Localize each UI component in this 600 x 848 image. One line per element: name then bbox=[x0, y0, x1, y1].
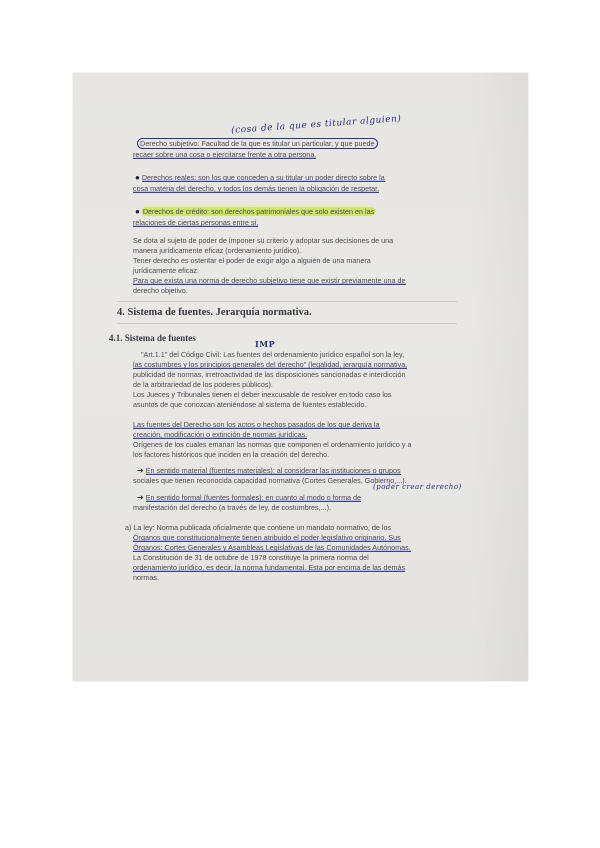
text-line: normas. bbox=[133, 573, 159, 582]
text-line: La Constitución de 31 de octubre de 1978 constituye la primera norma del bbox=[133, 553, 369, 562]
bullet-line: ● Derechos de crédito: son derechos patrimoniales que solo existen en las bbox=[135, 207, 375, 216]
handwritten-note-poder: (poder crear derecho) bbox=[373, 483, 462, 491]
text-line: a) La ley: Norma publicada oficialmente que contiene un mandato normativo, de los bbox=[125, 523, 392, 532]
text-line: Orígenes de los cuales emanan las normas que componen el ordenamiento jurídico y a bbox=[133, 440, 412, 449]
text-line: Derecho subjetivo: Facultad de la que es titular un particular, y que puede bbox=[137, 139, 378, 148]
bullet-line: ● Derechos reales: son los que conceden a su titular un poder directo sobre la bbox=[135, 173, 385, 182]
text-line: jurídicamente eficaz. bbox=[133, 266, 199, 275]
text-line: sociales que tienen reconocida capacidad normativa (Cortes Generales, Gobierno,...). bbox=[133, 476, 407, 485]
page-shadow bbox=[468, 73, 528, 681]
handwritten-imp: IMP bbox=[255, 339, 276, 349]
bullet-icon: ● bbox=[135, 173, 140, 182]
text-line: "Art.1.1" del Código Civil: Las fuentes del ordenamiento jurídico español son la ley, bbox=[141, 350, 405, 359]
subsection-title: 4.1. Sistema de fuentes bbox=[109, 333, 196, 343]
arrow-line: ➔ En sentido material (fuentes materiales): al considerar las instituciones o grupos bbox=[137, 466, 401, 475]
text-line: Los Jueces y Tribunales tienen el deber inexcusable de resolver en todo caso los bbox=[133, 390, 392, 399]
text-line: manera jurídicamente eficaz (ordenamiento jurídico). bbox=[133, 246, 302, 255]
divider bbox=[117, 323, 457, 324]
text-line: asuntos de que conozcan ateniéndose al sistema de fuentes establecido. bbox=[133, 400, 367, 409]
text-line: Se dota al sujeto de poder de imponer su criterio y adoptar sus decisiones de una bbox=[133, 236, 394, 245]
text-line: relaciones de ciertas personas entre sí. bbox=[133, 218, 259, 227]
handwritten-note-top: (cosa de la que es titular alguien) bbox=[230, 114, 402, 136]
text-line: creación, modificación o extinción de normas jurídicas. bbox=[133, 430, 308, 439]
arrow-right-icon: ➔ bbox=[137, 493, 144, 502]
text-line: derecho objetivo. bbox=[133, 286, 188, 295]
bullet-icon: ● bbox=[135, 207, 140, 216]
text-line: Tener derecho es ostentar el poder de exigir algo a alguien de una manera bbox=[133, 256, 371, 265]
text-line: Las fuentes del Derecho son los actos o hechos pasados de los que deriva la bbox=[133, 420, 380, 429]
divider bbox=[117, 301, 457, 302]
text-line: cosa materia del derecho, y todos los demás tienen la obligación de respetar. bbox=[133, 184, 380, 193]
text-line: de la arbitrariedad de los poderes públicos). bbox=[133, 380, 273, 389]
text-line: las costumbres y los principios generales del derecho" (legalidad, jerarquía normativa, bbox=[133, 360, 408, 369]
text-line: manifestación del derecho (a través de ley, de costumbres,...). bbox=[133, 503, 332, 512]
scanned-page bbox=[73, 73, 528, 681]
text-line: recaer sobre una cosa o ejercitarse frente a otra persona. bbox=[133, 150, 317, 159]
section-title: 4. Sistema de fuentes. Jerarquía normativa. bbox=[117, 307, 312, 318]
text-line: los factores históricos que inciden en la creación del derecho. bbox=[133, 450, 330, 459]
text-line: publicidad de normas, irretroactividad de las disposiciones sancionadas e interdicción bbox=[133, 370, 406, 379]
text-line: Para que exista una norma de derecho subjetivo tiene que existir previamente una de bbox=[133, 276, 406, 285]
text-line: Órganos: Cortes Generales y Asambleas Legislativas de las Comunidades Autónomas. bbox=[133, 543, 411, 552]
arrow-right-icon: ➔ bbox=[137, 466, 144, 475]
arrow-line: ➔ En sentido formal (fuentes formales): en cuanto al modo o forma de bbox=[137, 493, 362, 502]
text-line: ordenamiento jurídico, es decir, la norma fundamental. Esta por encima de las demás bbox=[133, 563, 406, 572]
text-line: Órganos que constitucionalmente tienen atribuido el poder legislativo originario. Sus bbox=[133, 533, 401, 542]
